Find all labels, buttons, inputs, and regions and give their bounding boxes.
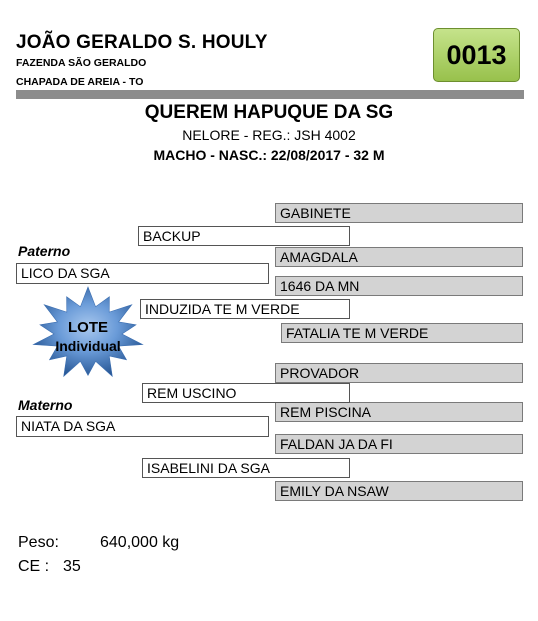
header-divider (16, 90, 524, 99)
great-grandparent-2: AMAGDALA (275, 247, 523, 267)
animal-name: QUEREM HAPUQUE DA SG (144, 102, 394, 123)
great-grandparent-3: 1646 DA MN (275, 276, 523, 296)
badge-line-2: Individual (55, 338, 121, 354)
farm-name: FAZENDA SÃO GERALDO (16, 57, 147, 69)
farm-location: CHAPADA DE AREIA - TO (16, 76, 144, 88)
dam-name: NIATA DA SGA (16, 416, 269, 437)
weight-value: 640,000 kg (100, 534, 180, 551)
breed-registration: NELORE - REG.: JSH 4002 (182, 127, 356, 143)
great-grandparent-1: GABINETE (275, 203, 523, 223)
sire-name: LICO DA SGA (16, 263, 269, 284)
great-grandparent-4: FATALIA TE M VERDE (281, 323, 523, 343)
maternal-grandsire: REM USCINO (142, 383, 350, 403)
maternal-label: Materno (18, 397, 73, 413)
ce-label: CE : (18, 558, 50, 575)
paternal-granddam: INDUZIDA TE M VERDE (140, 299, 350, 319)
great-grandparent-7: FALDAN JA DA FI (275, 434, 523, 454)
badge-line-1: LOTE (68, 319, 108, 336)
maternal-granddam: ISABELINI DA SGA (142, 458, 350, 478)
paternal-label: Paterno (18, 243, 71, 259)
owner-name: JOÃO GERALDO S. HOULY (16, 32, 268, 53)
ce-value: 35 (63, 558, 81, 575)
great-grandparent-5: PROVADOR (275, 363, 523, 383)
weight-label: Peso: (18, 534, 59, 551)
great-grandparent-6: REM PISCINA (275, 402, 523, 422)
lot-number-badge: 0013 (433, 28, 520, 82)
paternal-grandsire: BACKUP (138, 226, 350, 246)
great-grandparent-8: EMILY DA NSAW (275, 481, 523, 501)
sex-birth-date: MACHO - NASC.: 22/08/2017 - 32 M (153, 147, 385, 163)
lot-individual-badge (30, 286, 146, 382)
